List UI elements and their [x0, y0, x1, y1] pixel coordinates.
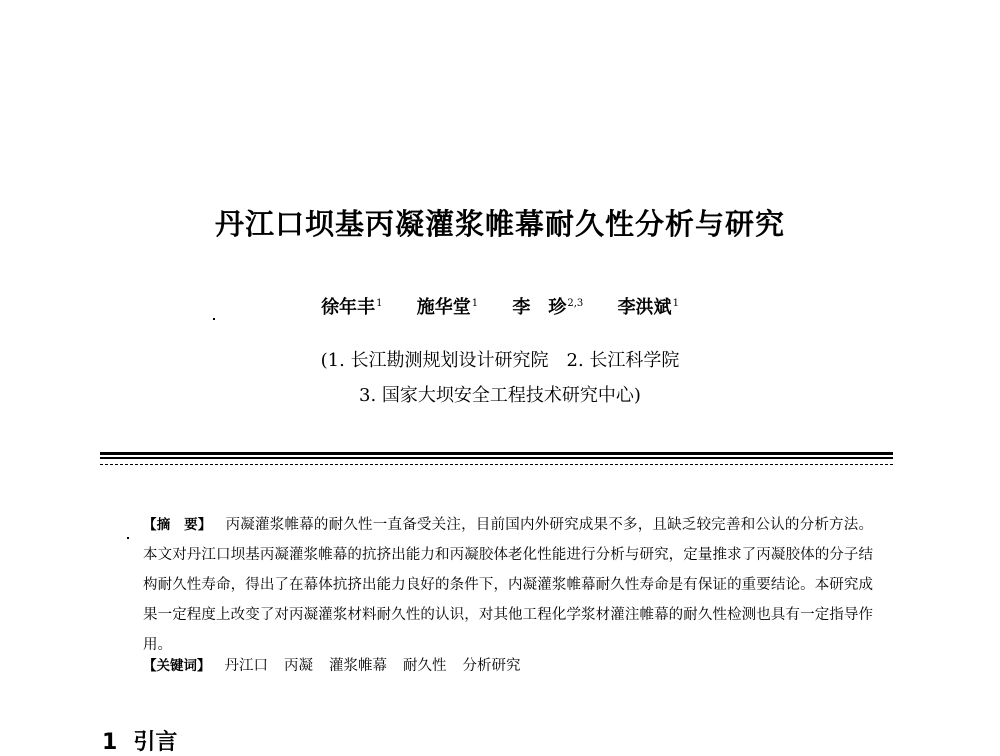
abstract-text: 丙凝灌浆帷幕的耐久性一直备受关注，目前国内外研究成果不多，且缺乏较完善和公认的分析方法。本文对丹江口坝基丙凝灌浆帷幕的抗挤出能力和丙凝胶体老化性能进行分析与研究，定量推求了丙凝胶体的分子结构耐久性寿命，得出了在幕体抗挤出能力良好的条件下，内凝灌浆帷幕耐久性寿命是有保证的重要结论。本研究成果一定程度上改变了对丙凝灌浆材料耐久性的认识，对其他工程化学浆材灌注帷幕的耐久性检测也具有一定指导作用。 — [143, 517, 873, 653]
affiliation-line: 3. 国家大坝安全工程技术研究中心) — [359, 385, 641, 406]
header-divider — [100, 452, 893, 455]
keywords-label: 【关键词】 — [143, 658, 211, 674]
section-title: 引言 — [133, 730, 178, 755]
paper-title: 丹江口坝基丙凝灌浆帷幕耐久性分析与研究 — [214, 207, 785, 241]
keyword: 丙凝 — [284, 658, 313, 674]
author-name: 李洪斌 — [617, 297, 672, 318]
author-name: 李 珍 — [512, 297, 567, 318]
header-divider — [100, 457, 893, 459]
author — [618, 293, 679, 319]
abstract-label: 【摘 要】 — [143, 517, 212, 533]
keyword: 分析研究 — [462, 658, 521, 674]
author-affiliation-mark: 1 — [471, 298, 479, 309]
keywords — [143, 654, 537, 675]
author — [512, 293, 583, 319]
affiliation-line: (1. 长江勘测规划设计研究院 2. 长江科学院 — [320, 350, 680, 371]
scan-speck — [127, 537, 129, 539]
abstract — [143, 510, 873, 660]
author — [417, 293, 478, 319]
header-divider-dashed — [100, 464, 893, 465]
author — [321, 293, 382, 319]
author-name: 施华堂 — [416, 297, 471, 318]
author-name: 徐年丰 — [321, 297, 376, 318]
author-list — [0, 293, 1000, 319]
author-affiliation-mark: 1 — [672, 298, 679, 309]
section-number: 1 — [102, 730, 118, 755]
keyword: 耐久性 — [403, 658, 447, 674]
section-heading — [102, 725, 177, 756]
scan-speck — [213, 318, 215, 320]
keyword: 灌浆帷幕 — [329, 658, 387, 674]
author-affiliation-mark: 2,3 — [567, 298, 584, 309]
keyword: 丹江口 — [224, 658, 268, 674]
author-affiliation-mark: 1 — [376, 298, 383, 309]
